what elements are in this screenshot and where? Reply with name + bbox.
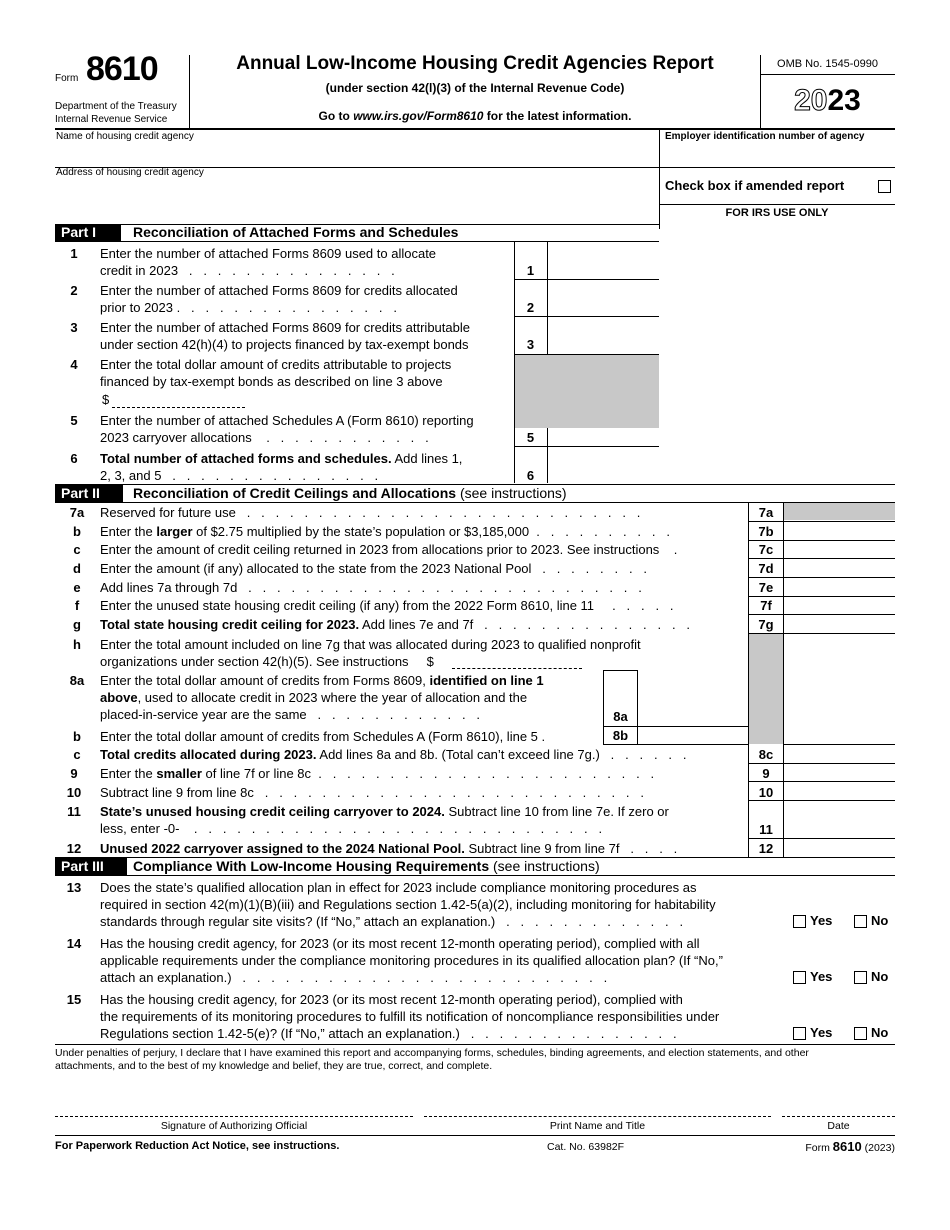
q15-no-checkbox[interactable] — [854, 1027, 867, 1040]
q14-text3: attach an explanation.) . . . . . . . . . . . . . . . . . . . . . . . . . . — [100, 970, 608, 985]
p2-8c-input[interactable] — [784, 745, 894, 762]
p2-box-label-11: 11 — [759, 822, 773, 837]
p2-11-text1: State’s unused housing credit ceiling carryover to 2024. Subtract line 10 from line 7e. If zero or — [100, 804, 669, 819]
p2-8a-text1: Enter the total dollar amount of credits from Forms 8609, identified on line 1 — [100, 673, 544, 688]
p1-line4-dollar: $ — [102, 392, 110, 407]
print-name-label: Print Name and Title — [549, 1120, 646, 1132]
p2-12-text: Unused 2022 carryover assigned to the 2024 National Pool. Subtract line 9 from line 7f . . . . — [100, 841, 678, 856]
penalty-text-2: attachments, and to the best of my knowledge and belief, they are true, correct, and complete. — [55, 1060, 493, 1072]
p1-line1-text2: credit in 2023 . . . . . . . . . . . . . . . — [100, 263, 395, 278]
form-subtitle: (under section 42(l)(3) of the Internal Revenue Code) — [325, 81, 625, 95]
form-title: Annual Low-Income Housing Credit Agencies Report — [236, 53, 714, 74]
q14-text2: applicable requirements under the compliance monitoring procedures in its qualified allocation plan? (If “No,” — [100, 953, 723, 968]
signature-field[interactable] — [55, 1116, 413, 1117]
agency-name-field[interactable] — [55, 144, 658, 166]
p1-line6-text2: 2, 3, and 5 . . . . . . . . . . . . . . . — [100, 468, 379, 483]
p2-7g-input[interactable] — [784, 615, 894, 632]
signature-label: Signature of Authorizing Official — [160, 1120, 308, 1132]
p2-box-label-7g: 7g — [758, 617, 774, 632]
q14-no-checkbox[interactable] — [854, 971, 867, 984]
p1-box-label-3: 3 — [526, 337, 535, 352]
p1-line3-text1: Enter the number of attached Forms 8609 for credits attributable — [100, 320, 470, 335]
p2-box-label-7d: 7d — [758, 561, 774, 576]
q15-yes-checkbox[interactable] — [793, 1027, 806, 1040]
tax-year: 2023 — [794, 84, 861, 117]
p2-7h-input[interactable] — [452, 668, 582, 669]
print-name-field[interactable] — [424, 1116, 771, 1117]
p2-12-input[interactable] — [784, 839, 894, 856]
p2-7c-text: Enter the amount of credit ceiling returned in 2023 from allocations prior to 2023. See instructions . — [100, 542, 678, 557]
q15-yes-label: Yes — [810, 1025, 833, 1040]
ein-field[interactable] — [661, 144, 895, 166]
p2-9-input[interactable] — [784, 764, 894, 780]
part3-tag: Part III — [55, 858, 127, 875]
p2-box-label-7a: 7a — [758, 505, 774, 520]
p2-box-label-8c: 8c — [758, 747, 774, 762]
penalty-text-1: Under penalties of perjury, I declare that I have examined this report and accompanying forms, schedules, binding agreements, and election statements, and other — [55, 1047, 809, 1059]
p2-7a-text: Reserved for future use . . . . . . . . . . . . . . . . . . . . . . . . . . . . — [100, 505, 641, 520]
p2-box-label-7b: 7b — [758, 524, 774, 539]
irs-label: Internal Revenue Service — [55, 114, 168, 125]
agency-name-label: Name of housing credit agency — [56, 131, 194, 142]
part2-title: Reconciliation of Credit Ceilings and Allocations (see instructions) — [133, 485, 567, 501]
paperwork-notice: For Paperwork Reduction Act Notice, see instructions. — [55, 1140, 340, 1152]
p2-box-label-12: 12 — [758, 841, 774, 856]
omb-number: OMB No. 1545-0990 — [777, 58, 878, 70]
p2-10-input[interactable] — [784, 782, 894, 799]
p2-7d-input[interactable] — [784, 559, 894, 576]
part2-tag: Part II — [55, 485, 123, 502]
p2-7b-text: Enter the larger of $2.75 multiplied by the state’s population or $3,185,000 . . . . . . . . . . — [100, 524, 670, 539]
q13-yes-label: Yes — [810, 913, 833, 928]
p2-7c-input[interactable] — [784, 541, 894, 557]
p2-8c-text: Total credits allocated during 2023. Add lines 8a and 8b. (Total can’t exceed line 7g.) . . . . . . — [100, 747, 687, 762]
p2-8a-input[interactable] — [638, 671, 747, 725]
p2-10-text: Subtract line 9 from line 8c . . . . . . . . . . . . . . . . . . . . . . . . . . . — [100, 785, 644, 800]
q14-no-label: No — [871, 969, 889, 984]
p2-box-label-7e: 7e — [758, 580, 774, 595]
form-label: Form — [55, 73, 79, 84]
irs-use-only: FOR IRS USE ONLY — [725, 207, 829, 219]
date-label: Date — [827, 1120, 850, 1132]
p1-line3-input[interactable] — [548, 317, 658, 353]
dept-treasury: Department of the Treasury — [55, 101, 177, 112]
p2-8a-text3: placed-in-service year are the same . . . . . . . . . . . . — [100, 707, 481, 722]
p1-line2-input[interactable] — [548, 280, 658, 315]
p1-line5-text1: Enter the number of attached Schedules A (Form 8610) reporting — [100, 413, 474, 428]
p2-8b-text: Enter the total dollar amount of credits from Schedules A (Form 8610), line 5 . — [100, 729, 546, 744]
amended-checkbox[interactable] — [878, 180, 891, 193]
goto-instructions: Go to www.irs.gov/Form8610 for the latest information. — [318, 109, 632, 123]
q14-yes-checkbox[interactable] — [793, 971, 806, 984]
q14-yes-label: Yes — [810, 969, 833, 984]
p2-11-input[interactable] — [784, 801, 894, 837]
p1-line4-text2: financed by tax-exempt bonds as described on line 3 above — [100, 374, 443, 389]
p2-7d-text: Enter the amount (if any) allocated to the state from the 2023 National Pool . . . . . . . . — [100, 561, 647, 576]
q13-yes-checkbox[interactable] — [793, 915, 806, 928]
p2-7e-input[interactable] — [784, 578, 894, 595]
p1-line2-text2: prior to 2023 . . . . . . . . . . . . . . . . — [100, 300, 397, 315]
p1-box-label-5: 5 — [526, 430, 535, 445]
p1-line5-input[interactable] — [548, 429, 658, 445]
p1-line3-text2: under section 42(h)(4) to projects financed by tax-exempt bonds — [100, 337, 469, 352]
p1-box-label-6: 6 — [526, 468, 535, 483]
p2-9-text: Enter the smaller of line 7f or line 8c . . . . . . . . . . . . . . . . . . . . . . . . — [100, 766, 655, 781]
q13-text3: standards through regular site visits? (If “No,” attach an explanation.) . . . . . . . . . . . . . — [100, 914, 684, 929]
date-field[interactable] — [782, 1116, 895, 1117]
p2-box-label-9: 9 — [762, 766, 770, 781]
agency-address-label: Address of housing credit agency — [56, 167, 204, 178]
part1-title: Reconciliation of Attached Forms and Schedules — [133, 224, 459, 240]
ein-label: Employer identification number of agency — [665, 131, 865, 142]
form-number: 8610 — [86, 50, 158, 88]
part3-title: Compliance With Low-Income Housing Requirements (see instructions) — [133, 858, 600, 874]
p2-7h-text1: Enter the total amount included on line 7g that was allocated during 2023 to qualified nonprofit — [100, 637, 641, 652]
p1-line4-text1: Enter the total dollar amount of credits attributable to projects — [100, 357, 452, 372]
p2-8a-text2: above, used to allocate credit in 2023 where the year of allocation and the — [100, 690, 528, 705]
p2-7g-text: Total state housing credit ceiling for 2023. Add lines 7e and 7f . . . . . . . . . . . . . . . — [100, 617, 691, 632]
p1-line6-text1: Total number of attached forms and schedules. Add lines 1, — [100, 451, 463, 466]
part1-tag: Part I — [55, 224, 121, 241]
footer-form-id: Form 8610 (2023) — [805, 1139, 895, 1154]
p2-7f-input[interactable] — [784, 597, 894, 613]
p2-7f-text: Enter the unused state housing credit ceiling (if any) from the 2022 Form 8610, line 11 . . . . . — [100, 598, 674, 613]
amended-label: Check box if amended report — [665, 178, 845, 193]
q15-text2: the requirements of its monitoring procedures to fulfill its notification of noncompliance responsibilities under — [100, 1009, 720, 1024]
p1-line1-text1: Enter the number of attached Forms 8609 used to allocate — [100, 246, 437, 261]
q14-text1: Has the housing credit agency, for 2023 (or its most recent 12-month operating period), complied with all — [100, 936, 700, 951]
q13-text1: Does the state’s qualified allocation plan in effect for 2023 include compliance monitoring procedures as — [100, 880, 697, 895]
p2-7e-text: Add lines 7a through 7d . . . . . . . . . . . . . . . . . . . . . . . . . . . . — [100, 580, 642, 595]
p1-box-label-1: 1 — [526, 263, 535, 278]
p2-11-text2: less, enter -0- . . . . . . . . . . . . . . . . . . . . . . . . . . . . . — [100, 821, 603, 836]
q15-text3: Regulations section 1.42-5(e)? (If “No,” attach an explanation.) . . . . . . . . . . . . . . . — [100, 1026, 677, 1041]
q13-no-checkbox[interactable] — [854, 915, 867, 928]
p2-7b-input[interactable] — [784, 522, 894, 539]
p2-box-label-8b: 8b — [612, 728, 629, 743]
q13-no-label: No — [871, 913, 889, 928]
p2-8b-input[interactable] — [638, 727, 747, 743]
p1-box-label-2: 2 — [526, 300, 535, 315]
p1-line2-text1: Enter the number of attached Forms 8609 for credits allocated — [100, 283, 458, 298]
p2-box-label-7c: 7c — [758, 542, 774, 557]
p2-box-label-7f: 7f — [760, 598, 772, 613]
p1-line4-input[interactable] — [112, 407, 245, 408]
q15-text1: Has the housing credit agency, for 2023 (or its most recent 12-month operating period), complied with — [100, 992, 683, 1007]
cat-number: Cat. No. 63982F — [547, 1141, 625, 1153]
p2-box-label-10: 10 — [758, 785, 774, 800]
q13-text2: required in section 42(m)(1)(B)(iii) and Regulations section 1.42-5(a)(2), including monitoring for habitability — [100, 897, 716, 912]
p1-line5-text2: 2023 carryover allocations . . . . . . . . . . . . — [100, 430, 429, 445]
irs-url: www.irs.gov/Form8610 — [353, 109, 484, 123]
p2-box-label-8a: 8a — [613, 709, 628, 724]
agency-address-field[interactable] — [55, 180, 658, 222]
q15-no-label: No — [871, 1025, 889, 1040]
p1-line1-input[interactable] — [548, 242, 658, 278]
p2-7h-text2: organizations under section 42(h)(5). See instructions $ — [100, 654, 434, 669]
p1-line6-input[interactable] — [548, 447, 658, 483]
